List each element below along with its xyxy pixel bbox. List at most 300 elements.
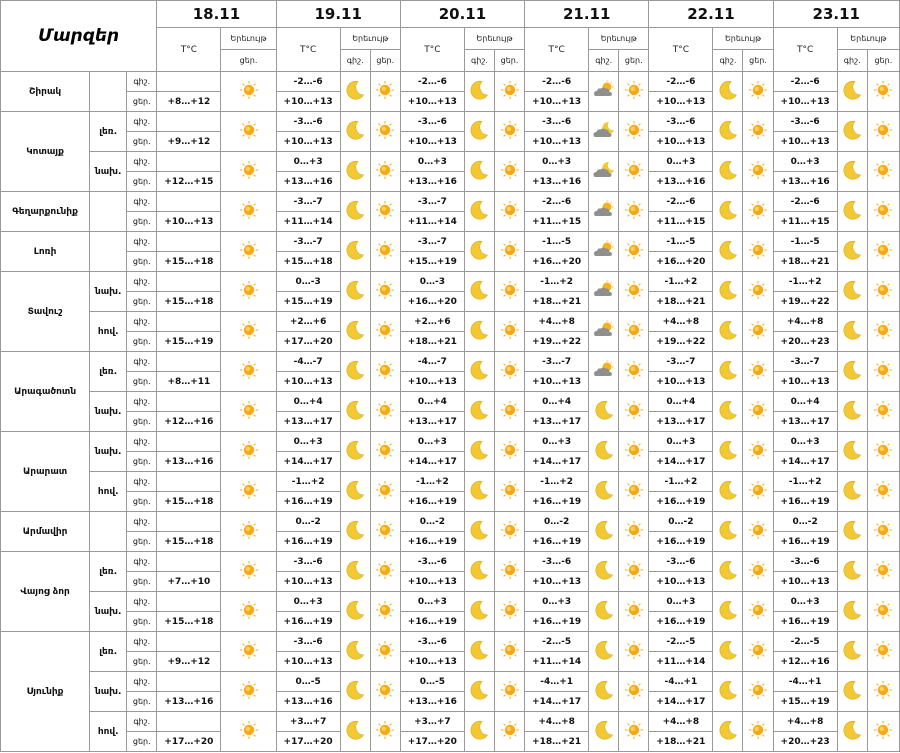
- weather-icon-cell: [464, 672, 494, 712]
- moon-icon: [344, 719, 366, 741]
- sun-icon: [748, 80, 768, 100]
- sun-icon: [624, 480, 644, 500]
- regions-header: Մարզեր: [1, 1, 157, 72]
- moon-icon: [717, 319, 739, 341]
- sun-icon: [375, 280, 395, 300]
- temperature-cell: +13…+16: [773, 172, 837, 192]
- moon-icon: [344, 599, 366, 621]
- moon-icon: [841, 519, 863, 541]
- temperature-cell: +15…+19: [773, 692, 837, 712]
- temperature-cell: +16…+19: [525, 532, 589, 552]
- moon-icon: [841, 199, 863, 221]
- sun-icon: [239, 400, 259, 420]
- table-row: [1, 472, 900, 492]
- weather-icon-cell: [619, 592, 649, 632]
- weather-icon-cell: [619, 712, 649, 752]
- temperature-cell: -1…+2: [773, 272, 837, 292]
- weather-icon-cell: [619, 312, 649, 352]
- temperature-cell: 0…+3: [525, 592, 589, 612]
- temperature-cell: +13…+16: [649, 172, 713, 192]
- temperature-cell: +10…+13: [400, 372, 464, 392]
- time-of-day-label: ցեր.: [127, 172, 157, 192]
- temperature-cell: 0…+3: [276, 592, 340, 612]
- moon-icon: [344, 439, 366, 461]
- weather-icon-cell: [494, 152, 524, 192]
- temperature-cell: +15…+18: [157, 532, 221, 552]
- temperature-cell: +18…+21: [649, 732, 713, 752]
- weather-icon-cell: [743, 512, 773, 552]
- weather-icon-cell: [464, 192, 494, 232]
- table-row: [1, 432, 900, 452]
- sun-icon: [239, 480, 259, 500]
- zone-name: [90, 232, 127, 272]
- temperature-cell: 0…+4: [276, 392, 340, 412]
- temperature-cell: -1…-5: [649, 232, 713, 252]
- temperature-cell: +2…+6: [400, 312, 464, 332]
- table-row: [1, 152, 900, 172]
- table-row: [1, 272, 900, 292]
- weather-icon-cell: [340, 472, 370, 512]
- temperature-cell: -4…+1: [773, 672, 837, 692]
- temp-header: T°C: [400, 28, 464, 72]
- temperature-cell: -2…-6: [649, 192, 713, 212]
- moon-icon: [468, 599, 490, 621]
- temperature-cell: +4…+8: [773, 712, 837, 732]
- temperature-cell: 0…+3: [276, 432, 340, 452]
- temperature-cell: +16…+19: [276, 492, 340, 512]
- time-of-day-label: գիշ.: [127, 392, 157, 412]
- weather-icon-cell: [867, 592, 899, 632]
- sun-icon: [375, 320, 395, 340]
- temperature-cell: +13…+16: [276, 172, 340, 192]
- weather-icon-cell: [589, 392, 619, 432]
- moon-icon: [468, 319, 490, 341]
- sun-icon: [748, 200, 768, 220]
- temperature-cell: [157, 352, 221, 372]
- region-name: Արագածոտն: [1, 352, 90, 432]
- temperature-cell: +10…+13: [276, 92, 340, 112]
- moon-icon: [717, 719, 739, 741]
- weather-icon-cell: [589, 272, 619, 312]
- sun-icon: [500, 600, 520, 620]
- weather-icon-cell: [837, 712, 867, 752]
- moon-icon: [841, 559, 863, 581]
- sun-icon: [873, 640, 893, 660]
- temperature-cell: +11…+14: [400, 212, 464, 232]
- temperature-cell: +17…+20: [276, 332, 340, 352]
- temperature-cell: 0…+3: [773, 432, 837, 452]
- temperature-cell: 0…+3: [649, 152, 713, 172]
- weather-icon-cell: [867, 432, 899, 472]
- weather-icon-cell: [340, 112, 370, 152]
- temperature-cell: +10…+13: [773, 572, 837, 592]
- temperature-cell: +10…+13: [400, 92, 464, 112]
- temperature-cell: +10…+13: [773, 132, 837, 152]
- cloud-sun-icon: [592, 80, 616, 100]
- temperature-cell: 0…+3: [525, 432, 589, 452]
- weather-icon-cell: [837, 672, 867, 712]
- temperature-cell: +17…+20: [276, 732, 340, 752]
- temperature-cell: 0…+3: [276, 152, 340, 172]
- weather-icon-cell: [370, 632, 400, 672]
- temperature-cell: -1…-5: [525, 232, 589, 252]
- weather-icon-cell: [464, 112, 494, 152]
- sun-icon: [624, 360, 644, 380]
- sun-icon: [624, 240, 644, 260]
- table-row: [1, 552, 900, 572]
- weather-icon-cell: [713, 472, 743, 512]
- weather-icon-cell: [619, 472, 649, 512]
- sun-icon: [375, 80, 395, 100]
- temperature-cell: +18…+21: [773, 252, 837, 272]
- weather-icon-cell: [370, 192, 400, 232]
- temperature-cell: 0…-3: [276, 272, 340, 292]
- weather-icon-cell: [837, 392, 867, 432]
- temperature-cell: +18…+21: [649, 292, 713, 312]
- weather-icon-cell: [837, 232, 867, 272]
- moon-icon: [841, 279, 863, 301]
- sun-icon: [624, 720, 644, 740]
- phenomenon-header: Երեւույթ: [221, 28, 276, 50]
- region-name: Շիրակ: [1, 72, 90, 112]
- weather-icon-cell: [619, 232, 649, 272]
- sun-icon: [624, 200, 644, 220]
- moon-icon: [344, 639, 366, 661]
- temperature-cell: +15…+19: [157, 332, 221, 352]
- temperature-cell: +10…+13: [157, 212, 221, 232]
- weather-icon-cell: [619, 352, 649, 392]
- sun-icon: [873, 280, 893, 300]
- weather-icon-cell: [340, 432, 370, 472]
- weather-icon-cell: [589, 592, 619, 632]
- weather-icon-cell: [837, 352, 867, 392]
- time-of-day-label: գիշ.: [127, 152, 157, 172]
- temperature-cell: -1…+2: [276, 472, 340, 492]
- temperature-cell: -1…+2: [525, 472, 589, 492]
- temperature-cell: +20…+23: [773, 332, 837, 352]
- temperature-cell: -3…-7: [649, 352, 713, 372]
- weather-icon-cell: [743, 352, 773, 392]
- weather-icon-cell: [221, 712, 276, 752]
- temperature-cell: -3…-7: [276, 192, 340, 212]
- temperature-cell: +10…+13: [400, 132, 464, 152]
- weather-icon-cell: [619, 512, 649, 552]
- temperature-cell: +20…+23: [773, 732, 837, 752]
- weather-icon-cell: [370, 472, 400, 512]
- day-header: ցեր.: [221, 50, 276, 72]
- sun-icon: [624, 80, 644, 100]
- weather-icon-cell: [837, 472, 867, 512]
- temperature-cell: +16…+19: [773, 612, 837, 632]
- weather-icon-cell: [221, 272, 276, 312]
- date-header: 18.11: [157, 1, 276, 28]
- weather-icon-cell: [837, 272, 867, 312]
- sun-icon: [239, 280, 259, 300]
- moon-icon: [841, 159, 863, 181]
- weather-icon-cell: [713, 392, 743, 432]
- moon-icon: [593, 439, 615, 461]
- sun-icon: [748, 480, 768, 500]
- temperature-cell: +13…+16: [400, 172, 464, 192]
- weather-icon-cell: [370, 672, 400, 712]
- weather-icon-cell: [340, 672, 370, 712]
- time-of-day-label: գիշ.: [127, 192, 157, 212]
- moon-icon: [717, 159, 739, 181]
- night-header: գիշ.: [464, 50, 494, 72]
- temperature-cell: +13…+17: [525, 412, 589, 432]
- moon-icon: [841, 399, 863, 421]
- moon-icon: [344, 359, 366, 381]
- moon-icon: [344, 319, 366, 341]
- temperature-cell: +15…+18: [157, 292, 221, 312]
- temperature-cell: +14…+17: [649, 452, 713, 472]
- weather-icon-cell: [867, 672, 899, 712]
- zone-name: նախ.: [90, 672, 127, 712]
- weather-icon-cell: [867, 232, 899, 272]
- temperature-cell: +4…+8: [773, 312, 837, 332]
- weather-icon-cell: [464, 72, 494, 112]
- temperature-cell: +16…+19: [649, 492, 713, 512]
- temperature-cell: 0…-5: [276, 672, 340, 692]
- sun-icon: [748, 360, 768, 380]
- sun-icon: [624, 600, 644, 620]
- temperature-cell: +10…+13: [649, 92, 713, 112]
- table-row: [1, 592, 900, 612]
- region-name: Սյունիք: [1, 632, 90, 752]
- temperature-cell: +13…+17: [400, 412, 464, 432]
- weather-icon-cell: [464, 272, 494, 312]
- moon-icon: [841, 479, 863, 501]
- temperature-cell: -3…-6: [400, 112, 464, 132]
- moon-icon: [344, 519, 366, 541]
- phenomenon-header: Երեւույթ: [340, 28, 400, 50]
- temperature-cell: -4…-7: [276, 352, 340, 372]
- weather-icon-cell: [837, 512, 867, 552]
- sun-icon: [873, 320, 893, 340]
- weather-icon-cell: [494, 112, 524, 152]
- sun-icon: [375, 720, 395, 740]
- sun-icon: [239, 680, 259, 700]
- temperature-cell: -2…-6: [525, 192, 589, 212]
- sun-icon: [873, 600, 893, 620]
- zone-name: նախ.: [90, 392, 127, 432]
- temperature-cell: +19…+22: [649, 332, 713, 352]
- temp-header: T°C: [157, 28, 221, 72]
- weather-icon-cell: [713, 272, 743, 312]
- table-row: [1, 232, 900, 252]
- weather-icon-cell: [340, 232, 370, 272]
- date-header: 19.11: [276, 1, 400, 28]
- time-of-day-label: գիշ.: [127, 232, 157, 252]
- moon-icon: [717, 439, 739, 461]
- zone-name: նախ.: [90, 272, 127, 312]
- sun-icon: [624, 640, 644, 660]
- time-of-day-label: ցեր.: [127, 412, 157, 432]
- date-header: 22.11: [649, 1, 773, 28]
- weather-icon-cell: [743, 272, 773, 312]
- weather-icon-cell: [221, 312, 276, 352]
- weather-icon-cell: [713, 432, 743, 472]
- weather-icon-cell: [221, 512, 276, 552]
- moon-icon: [717, 519, 739, 541]
- date-header: 21.11: [525, 1, 649, 28]
- sun-icon: [239, 440, 259, 460]
- temperature-cell: -4…-7: [400, 352, 464, 372]
- zone-name: հով.: [90, 472, 127, 512]
- region-name: Արմավիր: [1, 512, 90, 552]
- temperature-cell: +9…+12: [157, 652, 221, 672]
- temperature-cell: +16…+19: [773, 492, 837, 512]
- moon-icon: [841, 79, 863, 101]
- temperature-cell: +3…+7: [276, 712, 340, 732]
- time-of-day-label: ցեր.: [127, 92, 157, 112]
- sun-icon: [873, 720, 893, 740]
- temperature-cell: +18…+21: [525, 292, 589, 312]
- moon-icon: [841, 119, 863, 141]
- temperature-cell: +11…+14: [525, 652, 589, 672]
- sun-icon: [500, 480, 520, 500]
- moon-icon: [468, 479, 490, 501]
- temperature-cell: +16…+19: [773, 532, 837, 552]
- weather-icon-cell: [494, 592, 524, 632]
- weather-icon-cell: [494, 392, 524, 432]
- sun-icon: [624, 520, 644, 540]
- weather-icon-cell: [340, 152, 370, 192]
- temperature-cell: [157, 72, 221, 92]
- sun-icon: [624, 320, 644, 340]
- table-row: [1, 352, 900, 372]
- temperature-cell: 0…-2: [525, 512, 589, 532]
- cloud-sun-icon: [592, 280, 616, 300]
- moon-icon: [344, 559, 366, 581]
- sun-icon: [500, 200, 520, 220]
- moon-icon: [717, 119, 739, 141]
- sun-icon: [239, 120, 259, 140]
- sun-icon: [500, 720, 520, 740]
- weather-icon-cell: [743, 592, 773, 632]
- temperature-cell: 0…+3: [400, 432, 464, 452]
- weather-icon-cell: [619, 112, 649, 152]
- weather-icon-cell: [743, 712, 773, 752]
- temperature-cell: -2…-6: [773, 192, 837, 212]
- sun-icon: [239, 200, 259, 220]
- weather-icon-cell: [589, 472, 619, 512]
- zone-name: լեռ.: [90, 552, 127, 592]
- weather-icon-cell: [494, 632, 524, 672]
- temperature-cell: -1…+2: [649, 472, 713, 492]
- time-of-day-label: գիշ.: [127, 672, 157, 692]
- moon-icon: [841, 719, 863, 741]
- cloud-sun-icon: [592, 240, 616, 260]
- moon-icon: [344, 679, 366, 701]
- sun-icon: [873, 360, 893, 380]
- sun-icon: [748, 600, 768, 620]
- temperature-cell: +17…+20: [157, 732, 221, 752]
- weather-icon-cell: [370, 392, 400, 432]
- weather-icon-cell: [619, 272, 649, 312]
- weather-icon-cell: [713, 632, 743, 672]
- temperature-cell: [157, 152, 221, 172]
- moon-icon: [717, 239, 739, 261]
- moon-icon: [841, 239, 863, 261]
- weather-icon-cell: [221, 592, 276, 632]
- day-header: ցեր.: [867, 50, 899, 72]
- sun-icon: [873, 80, 893, 100]
- weather-icon-cell: [464, 352, 494, 392]
- weather-icon-cell: [743, 672, 773, 712]
- date-header: 23.11: [773, 1, 899, 28]
- temperature-cell: +14…+17: [525, 452, 589, 472]
- weather-icon-cell: [713, 192, 743, 232]
- weather-icon-cell: [867, 112, 899, 152]
- temperature-cell: 0…+3: [400, 152, 464, 172]
- time-of-day-label: գիշ.: [127, 592, 157, 612]
- temperature-cell: +10…+13: [276, 372, 340, 392]
- weather-icon-cell: [589, 632, 619, 672]
- sun-icon: [624, 400, 644, 420]
- temperature-cell: 0…+3: [773, 152, 837, 172]
- weather-icon-cell: [867, 472, 899, 512]
- temperature-cell: +14…+17: [400, 452, 464, 472]
- moon-icon: [717, 79, 739, 101]
- night-header: գիշ.: [837, 50, 867, 72]
- weather-icon-cell: [589, 232, 619, 272]
- temperature-cell: +15…+19: [276, 292, 340, 312]
- moon-icon: [717, 359, 739, 381]
- weather-icon-cell: [494, 352, 524, 392]
- moon-icon: [344, 239, 366, 261]
- zone-name: [90, 72, 127, 112]
- weather-icon-cell: [494, 552, 524, 592]
- time-of-day-label: գիշ.: [127, 432, 157, 452]
- night-header: գիշ.: [340, 50, 370, 72]
- table-row: [1, 632, 900, 652]
- temperature-cell: +16…+20: [400, 292, 464, 312]
- temperature-cell: +11…+15: [649, 212, 713, 232]
- weather-icon-cell: [589, 512, 619, 552]
- weather-icon-cell: [619, 192, 649, 232]
- time-of-day-label: ցեր.: [127, 332, 157, 352]
- sun-icon: [748, 240, 768, 260]
- weather-icon-cell: [713, 312, 743, 352]
- weather-icon-cell: [743, 472, 773, 512]
- moon-icon: [468, 119, 490, 141]
- temperature-cell: -1…+2: [773, 472, 837, 492]
- temperature-cell: -1…+2: [400, 472, 464, 492]
- time-of-day-label: գիշ.: [127, 312, 157, 332]
- weather-icon-cell: [221, 552, 276, 592]
- weather-icon-cell: [340, 632, 370, 672]
- moon-icon: [717, 559, 739, 581]
- weather-icon-cell: [370, 312, 400, 352]
- weather-icon-cell: [837, 592, 867, 632]
- weather-icon-cell: [494, 272, 524, 312]
- sun-icon: [375, 600, 395, 620]
- temperature-cell: +10…+13: [276, 132, 340, 152]
- moon-icon: [717, 599, 739, 621]
- weather-icon-cell: [743, 232, 773, 272]
- day-header: ցեր.: [743, 50, 773, 72]
- weather-icon-cell: [221, 392, 276, 432]
- weather-icon-cell: [867, 272, 899, 312]
- phenomenon-header: Երեւույթ: [589, 28, 649, 50]
- temperature-cell: [157, 592, 221, 612]
- phenomenon-header: Երեւույթ: [464, 28, 524, 50]
- moon-icon: [841, 639, 863, 661]
- sun-icon: [500, 680, 520, 700]
- phenomenon-header: Երեւույթ: [713, 28, 773, 50]
- temperature-cell: [157, 512, 221, 532]
